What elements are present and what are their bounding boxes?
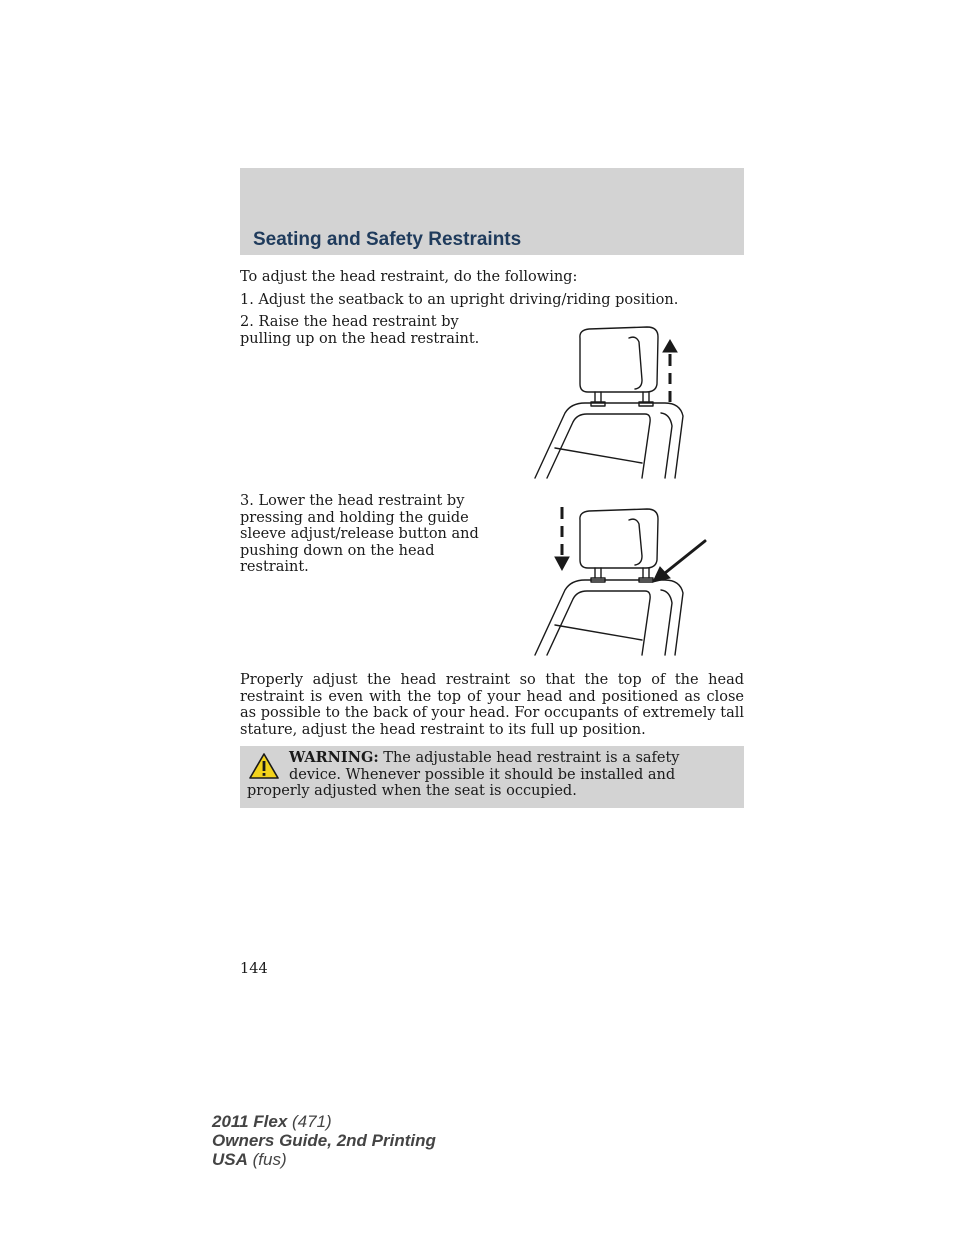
warning-box <box>240 746 744 808</box>
step-3-text: 3. Lower the head restraint by pressing and holding the guide sleeve adjust/release button and pushing down on the head restraint. <box>240 493 479 575</box>
section-title: Seating and Safety Restraints <box>253 229 522 250</box>
raise-head-restraint-illustration <box>525 318 725 483</box>
step-2-text: 2. Raise the head restraint by pulling up on the head restraint. <box>240 314 480 347</box>
adjustment-paragraph: Properly adjust the head restraint so that the top of the head restraint is even with the top of your head and positioned as close as possible to the back of your head. For occupants of extremely tall stature, adjust the head restraint to its full up position. <box>240 672 744 738</box>
intro-text: To adjust the head restraint, do the following: <box>240 269 578 285</box>
lower-head-restraint-illustration <box>525 495 725 660</box>
warning-body: The adjustable head restraint is a safety device. Whenever possible it should be installed and properly adjusted when the seat is occupied. <box>247 750 680 799</box>
section-header-band <box>240 168 744 255</box>
warning-text <box>247 750 733 800</box>
footer-line-2: Owners Guide, 2nd Printing <box>212 1131 436 1150</box>
footer-line-1: 2011 Flex (471) <box>212 1112 332 1131</box>
footer-line-3: USA (fus) <box>212 1150 287 1169</box>
page-number: 144 <box>240 961 268 977</box>
footer <box>212 1112 436 1169</box>
step-1-text: 1. Adjust the seatback to an upright driving/riding position. <box>240 292 679 308</box>
warning-icon-spacer <box>247 750 289 780</box>
warning-label: WARNING: <box>289 749 379 766</box>
